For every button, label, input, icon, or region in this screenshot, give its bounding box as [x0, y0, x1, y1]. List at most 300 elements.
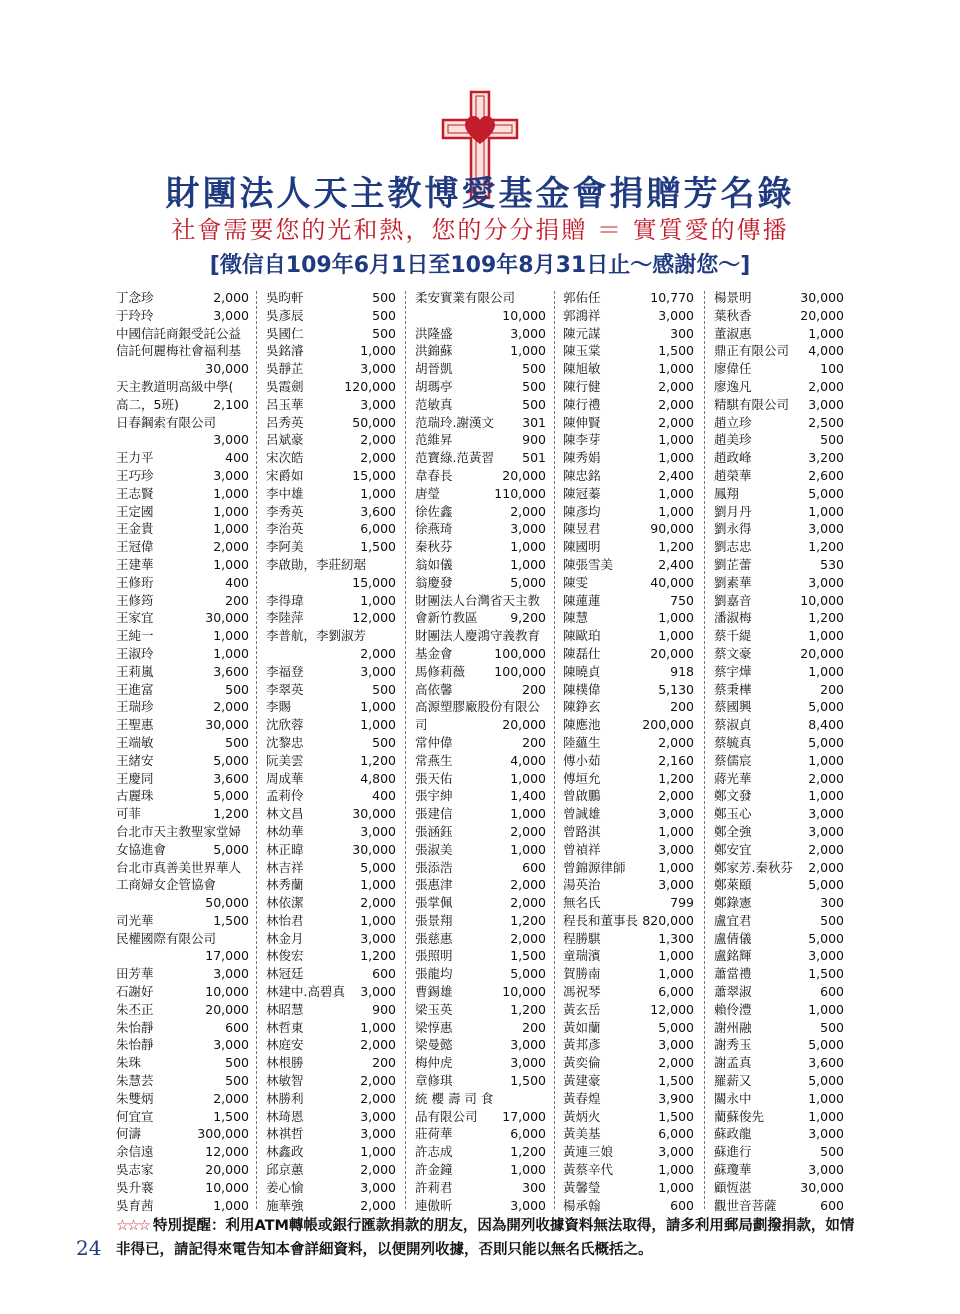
donor-name: 黃奕倫	[563, 1055, 601, 1071]
donor-name: 吳靜芷	[266, 361, 304, 377]
donor-row	[266, 574, 396, 592]
donor-row	[714, 342, 844, 360]
donor-name: 蕭翠淑	[714, 984, 752, 1000]
donor-row	[266, 431, 396, 449]
donation-amount: 500	[372, 307, 396, 323]
donor-row	[266, 983, 396, 1001]
donor-row	[714, 485, 844, 503]
donor-row	[116, 1072, 249, 1090]
donor-name: 王緒安	[116, 752, 154, 768]
donation-amount: 10,000	[800, 592, 844, 608]
donor-name: 民權國際有限公司	[116, 930, 217, 946]
donor-list	[0, 289, 960, 1211]
donation-amount: 4,000	[510, 752, 546, 768]
donor-name: 廖逸凡	[714, 378, 752, 394]
donor-row	[714, 431, 844, 449]
donor-row	[563, 360, 694, 378]
donor-row	[266, 1054, 396, 1072]
donation-amount: 2,500	[808, 414, 844, 430]
donation-amount: 2,000	[658, 734, 694, 750]
donor-row	[116, 681, 249, 699]
donation-amount: 1,000	[510, 556, 546, 572]
donation-amount: 3,000	[808, 574, 844, 590]
donor-name: 林鑫政	[266, 1144, 304, 1160]
donor-row	[415, 1001, 546, 1019]
donation-amount: 1,000	[658, 432, 694, 448]
donor-name: 林秀蘭	[266, 877, 304, 893]
donor-row	[415, 431, 546, 449]
donor-row	[415, 894, 546, 912]
donation-amount: 3,000	[510, 521, 546, 537]
donation-amount: 10,000	[205, 1179, 249, 1195]
donor-row	[415, 592, 546, 610]
donor-name: 林吉祥	[266, 859, 304, 875]
donation-amount: 2,000	[360, 450, 396, 466]
donor-row	[714, 360, 844, 378]
donor-name: 陳昱君	[563, 521, 601, 537]
donor-row	[116, 841, 249, 859]
donor-name: 鄭安宜	[714, 841, 752, 857]
donor-row	[714, 627, 844, 645]
donor-row	[563, 805, 694, 823]
donor-name: 范維昇	[415, 432, 453, 448]
donor-name: 陳忠銘	[563, 467, 601, 483]
donor-row	[563, 912, 694, 930]
donor-name: 高源塑膠廠股份有限公	[415, 699, 541, 715]
donation-amount: 3,000	[808, 521, 844, 537]
donor-name: 蔡文豪	[714, 645, 752, 661]
donor-name: 劉芷蕾	[714, 556, 752, 572]
donor-row	[116, 609, 249, 627]
donor-name: 常燕生	[415, 752, 453, 768]
donor-name: 吳霞劍	[266, 378, 304, 394]
donation-amount: 50,000	[205, 895, 249, 911]
donor-row	[116, 716, 249, 734]
donor-name: 王進富	[116, 681, 154, 697]
donation-amount: 400	[225, 450, 249, 466]
donor-row	[266, 1036, 396, 1054]
donation-amount: 2,000	[213, 699, 249, 715]
donation-amount: 200	[670, 699, 694, 715]
donor-name: 李阿美	[266, 539, 304, 555]
donation-amount: 120,000	[344, 378, 396, 394]
donor-name: 梁玉英	[415, 1001, 453, 1017]
donor-row	[563, 1179, 694, 1197]
donation-amount: 1,000	[360, 1144, 396, 1160]
donation-amount: 5,000	[808, 485, 844, 501]
donor-name: 統 櫻 壽 司 食	[415, 1090, 494, 1106]
donor-name: 李普航，李劉淑芳	[266, 628, 367, 644]
donor-row	[266, 681, 396, 699]
donor-name: 蔡宇燁	[714, 663, 752, 679]
donation-amount: 15,000	[352, 574, 396, 590]
donation-amount: 200	[522, 1019, 546, 1035]
donation-amount: 500	[820, 912, 844, 928]
donation-amount: 3,000	[658, 806, 694, 822]
donor-name: 黃馨瑩	[563, 1179, 601, 1195]
donation-amount: 5,000	[808, 930, 844, 946]
page-title: 財團法人天主教博愛基金會捐贈芳名錄	[165, 174, 795, 214]
donor-name: 陳冠蓁	[563, 485, 601, 501]
donor-name: 陳蓮蓮	[563, 592, 601, 608]
donor-name: 趙政峰	[714, 450, 752, 466]
donation-amount: 30,000	[800, 1179, 844, 1195]
donor-row	[415, 520, 546, 538]
donation-amount: 3,000	[360, 361, 396, 377]
donor-row	[266, 894, 396, 912]
donor-row	[563, 574, 694, 592]
donation-amount: 12,000	[205, 1144, 249, 1160]
donor-name: 林幼華	[266, 823, 304, 839]
donation-amount: 3,000	[658, 1037, 694, 1053]
donor-row	[563, 1090, 694, 1108]
donor-row	[563, 823, 694, 841]
donor-name: 可菲	[116, 806, 142, 822]
donor-row	[714, 467, 844, 485]
donor-name: 鄭錄憲	[714, 895, 752, 911]
donation-amount: 3,200	[808, 450, 844, 466]
donation-amount: 5,000	[808, 877, 844, 893]
donor-row	[266, 396, 396, 414]
donation-amount: 500	[225, 681, 249, 697]
donation-amount: 1,000	[658, 859, 694, 875]
donor-name: 林勝利	[266, 1090, 304, 1106]
donor-row	[714, 823, 844, 841]
donation-amount: 2,000	[360, 1090, 396, 1106]
donation-amount: 3,000	[658, 877, 694, 893]
donor-row	[266, 467, 396, 485]
donor-row	[714, 1108, 844, 1126]
donor-row	[563, 716, 694, 734]
page-number: 24	[76, 1236, 102, 1260]
donation-amount: 10,000	[205, 984, 249, 1000]
donation-amount: 3,000	[658, 841, 694, 857]
donor-name: 林冠廷	[266, 966, 304, 982]
donor-name: 傅垣允	[563, 770, 601, 786]
donor-row	[266, 770, 396, 788]
donation-amount: 1,000	[510, 770, 546, 786]
donor-name: 鼎正有限公司	[714, 343, 790, 359]
donor-name: 李陸萍	[266, 610, 304, 626]
donation-amount: 400	[225, 574, 249, 590]
donor-name: 王淑玲	[116, 645, 154, 661]
donor-name: 吳國仁	[266, 325, 304, 341]
donor-row	[563, 556, 694, 574]
donor-name: 趙榮華	[714, 467, 752, 483]
donor-row	[714, 894, 844, 912]
donor-row	[415, 681, 546, 699]
donor-row	[563, 698, 694, 716]
donor-name: 藺蘇俊先	[714, 1108, 765, 1124]
donor-row	[415, 378, 546, 396]
donor-name: 林祺哲	[266, 1126, 304, 1142]
donor-row	[415, 538, 546, 556]
donor-row	[415, 1019, 546, 1037]
donation-amount: 500	[225, 1073, 249, 1089]
donor-name: 吳升褰	[116, 1179, 154, 1195]
donor-name: 張掌佩	[415, 895, 453, 911]
donor-name: 石謝好	[116, 984, 154, 1000]
donor-row	[563, 663, 694, 681]
donor-row	[116, 1019, 249, 1037]
donation-amount: 1,200	[808, 610, 844, 626]
donation-amount: 600	[522, 859, 546, 875]
donation-amount: 500	[522, 378, 546, 394]
donation-amount: 1,200	[658, 770, 694, 786]
donation-amount: 530	[820, 556, 844, 572]
donor-row	[563, 859, 694, 877]
donor-name: 林建中.高碧真	[266, 984, 345, 1000]
donor-row	[116, 965, 249, 983]
donor-row	[116, 805, 249, 823]
donor-row	[415, 1054, 546, 1072]
donor-row	[415, 947, 546, 965]
donor-row	[714, 574, 844, 592]
donor-row	[563, 289, 694, 307]
donation-amount: 3,000	[808, 806, 844, 822]
donation-amount: 12,000	[650, 1001, 694, 1017]
donor-name: 呂斌豪	[266, 432, 304, 448]
donation-amount: 2,000	[510, 503, 546, 519]
donor-row	[415, 1161, 546, 1179]
donation-amount: 100,000	[494, 663, 546, 679]
donor-name: 柔安實業有限公司	[415, 290, 516, 305]
donation-amount: 1,500	[213, 1108, 249, 1124]
donor-name: 潘淑梅	[714, 610, 752, 626]
donor-row	[563, 342, 694, 360]
donor-name: 林金月	[266, 930, 304, 946]
donor-name: 吳志家	[116, 1162, 154, 1178]
donation-amount: 200	[522, 734, 546, 750]
donation-amount: 1,000	[213, 503, 249, 519]
donation-amount: 20,000	[800, 307, 844, 323]
donor-name: 黃蔡辛代	[563, 1162, 614, 1178]
donor-row	[563, 1054, 694, 1072]
donor-name: 孟莉伶	[266, 788, 304, 804]
donation-amount: 1,000	[510, 806, 546, 822]
donation-amount: 1,000	[510, 841, 546, 857]
donation-amount: 3,000	[213, 966, 249, 982]
donor-row	[116, 520, 249, 538]
donor-row	[714, 396, 844, 414]
donation-amount: 20,000	[502, 467, 546, 483]
donor-row	[266, 592, 396, 610]
period-banner: [徵信自109年6月1日至109年8月31日止～感謝您～]	[209, 253, 751, 278]
donor-row	[415, 485, 546, 503]
donor-row	[714, 609, 844, 627]
donation-amount: 2,400	[658, 467, 694, 483]
donor-name: 丁念珍	[116, 290, 154, 305]
donation-amount: 1,000	[808, 325, 844, 341]
donor-name: 張添浩	[415, 859, 453, 875]
donation-amount: 2,000	[360, 1073, 396, 1089]
donation-amount: 300	[820, 895, 844, 911]
donor-name: 蔡國興	[714, 699, 752, 715]
donor-row	[266, 485, 396, 503]
donation-amount: 10,770	[650, 290, 694, 305]
donor-row	[266, 823, 396, 841]
donor-name: 黃玄岳	[563, 1001, 601, 1017]
donor-name: 趙美珍	[714, 432, 752, 448]
donor-row	[714, 1001, 844, 1019]
donation-amount: 1,000	[360, 877, 396, 893]
donor-row	[266, 841, 396, 859]
donation-amount: 5,000	[510, 574, 546, 590]
column-divider	[405, 291, 406, 1209]
donor-row	[714, 716, 844, 734]
donation-amount: 1,000	[510, 343, 546, 359]
donor-row	[266, 965, 396, 983]
donation-amount: 1,000	[213, 521, 249, 537]
donation-amount: 3,000	[360, 1126, 396, 1142]
donor-row	[116, 289, 249, 307]
donor-name: 林昭慧	[266, 1001, 304, 1017]
donation-amount: 3,600	[213, 663, 249, 679]
donor-row	[714, 663, 844, 681]
donation-amount: 50,000	[352, 414, 396, 430]
donation-amount: 1,500	[510, 1073, 546, 1089]
donation-amount: 3,600	[360, 503, 396, 519]
donor-name: 鄭文發	[714, 788, 752, 804]
donor-name: 唐瑩	[415, 485, 441, 501]
donation-amount: 2,000	[658, 1055, 694, 1071]
donor-name: 林文昌	[266, 806, 304, 822]
donation-amount: 799	[670, 895, 694, 911]
donor-name: 王修筠	[116, 592, 154, 608]
donor-row	[266, 859, 396, 877]
donation-amount: 3,900	[658, 1090, 694, 1106]
donor-name: 宋爵如	[266, 467, 304, 483]
donor-name: 董淑惠	[714, 325, 752, 341]
donor-row	[116, 752, 249, 770]
donor-name: 何濤	[116, 1126, 142, 1142]
donation-amount: 4,000	[808, 343, 844, 359]
donor-name: 黃建豪	[563, 1073, 601, 1089]
donor-name: 呂玉華	[266, 396, 304, 412]
donation-amount: 2,000	[658, 378, 694, 394]
donor-name: 張慈惠	[415, 930, 453, 946]
donor-name: 林正暐	[266, 841, 304, 857]
column-divider	[256, 291, 257, 1209]
donation-amount: 1,000	[658, 823, 694, 839]
donation-amount: 600	[820, 984, 844, 1000]
donor-name: 黃炳火	[563, 1108, 601, 1124]
column-divider	[704, 291, 705, 1209]
donor-name: 陳雯	[563, 574, 589, 590]
donor-row	[116, 431, 249, 449]
donation-amount: 40,000	[650, 574, 694, 590]
donor-name: 曾錦源律師	[563, 859, 626, 875]
donor-row	[415, 752, 546, 770]
donation-amount: 3,000	[360, 663, 396, 679]
donation-amount: 1,000	[808, 752, 844, 768]
donation-amount: 900	[522, 432, 546, 448]
donor-row	[415, 787, 546, 805]
donor-row	[415, 396, 546, 414]
donation-amount: 1,200	[510, 1001, 546, 1017]
donor-row	[415, 325, 546, 343]
donor-name: 周成華	[266, 770, 304, 786]
donation-amount: 2,000	[808, 378, 844, 394]
donor-row	[266, 930, 396, 948]
donor-row	[116, 1197, 249, 1215]
donation-amount: 600	[820, 1197, 844, 1213]
donor-row	[415, 1036, 546, 1054]
donor-row	[415, 627, 546, 645]
donor-name: 陳張雪美	[563, 556, 614, 572]
donor-row	[415, 1072, 546, 1090]
donor-row	[714, 325, 844, 343]
donation-amount: 3,000	[360, 823, 396, 839]
donation-amount: 1,000	[360, 912, 396, 928]
donor-name: 王瑞珍	[116, 699, 154, 715]
donor-column-3	[415, 289, 546, 1211]
donor-name: 謝秀玉	[714, 1037, 752, 1053]
donor-name: 蕭當禮	[714, 966, 752, 982]
donor-name: 呂秀英	[266, 414, 304, 430]
donor-name: 楊景明	[714, 290, 752, 305]
donation-amount: 2,000	[808, 859, 844, 875]
donor-name: 梁曼懿	[415, 1037, 453, 1053]
donor-name: 徐燕琦	[415, 521, 453, 537]
donation-amount: 1,000	[213, 628, 249, 644]
donation-amount: 2,000	[360, 1197, 396, 1213]
donor-row	[714, 414, 844, 432]
donation-amount: 300,000	[197, 1126, 249, 1142]
donation-amount: 1,500	[808, 966, 844, 982]
donor-name: 朱怡靜	[116, 1037, 154, 1053]
donation-amount: 1,000	[360, 592, 396, 608]
donor-row	[116, 645, 249, 663]
donor-name: 王定國	[116, 503, 154, 519]
donor-name: 林庭安	[266, 1037, 304, 1053]
donation-amount: 3,000	[213, 467, 249, 483]
donor-name: 秦秋芬	[415, 539, 453, 555]
donation-amount: 1,000	[658, 966, 694, 982]
donor-name: 林敏智	[266, 1073, 304, 1089]
donor-name: 台北市天主教聖家堂婦	[116, 823, 242, 839]
donor-row	[415, 307, 546, 325]
donation-amount: 3,000	[510, 325, 546, 341]
donation-amount: 20,000	[650, 645, 694, 661]
donor-row	[563, 1036, 694, 1054]
donation-amount: 500	[372, 734, 396, 750]
donor-name: 陳伸賢	[563, 414, 601, 430]
donation-amount: 3,000	[510, 1197, 546, 1213]
donor-row	[714, 1143, 844, 1161]
donor-row	[563, 894, 694, 912]
donor-name: 王巧珍	[116, 467, 154, 483]
donor-row	[266, 609, 396, 627]
donor-name: 古麗珠	[116, 788, 154, 804]
donation-amount: 200	[820, 681, 844, 697]
donor-row	[266, 1161, 396, 1179]
donor-row	[266, 912, 396, 930]
donation-amount: 1,200	[808, 539, 844, 555]
donor-row	[563, 485, 694, 503]
donation-amount: 3,000	[658, 1144, 694, 1160]
donation-amount: 1,000	[658, 503, 694, 519]
donor-name: 王志賢	[116, 485, 154, 501]
donor-row	[714, 859, 844, 877]
donation-amount: 5,000	[360, 859, 396, 875]
donation-amount: 1,000	[808, 1090, 844, 1106]
donation-amount: 1,000	[360, 717, 396, 733]
donor-name: 劉志忠	[714, 539, 752, 555]
donor-row	[266, 716, 396, 734]
donation-amount: 1,000	[808, 503, 844, 519]
donor-row	[116, 342, 249, 360]
